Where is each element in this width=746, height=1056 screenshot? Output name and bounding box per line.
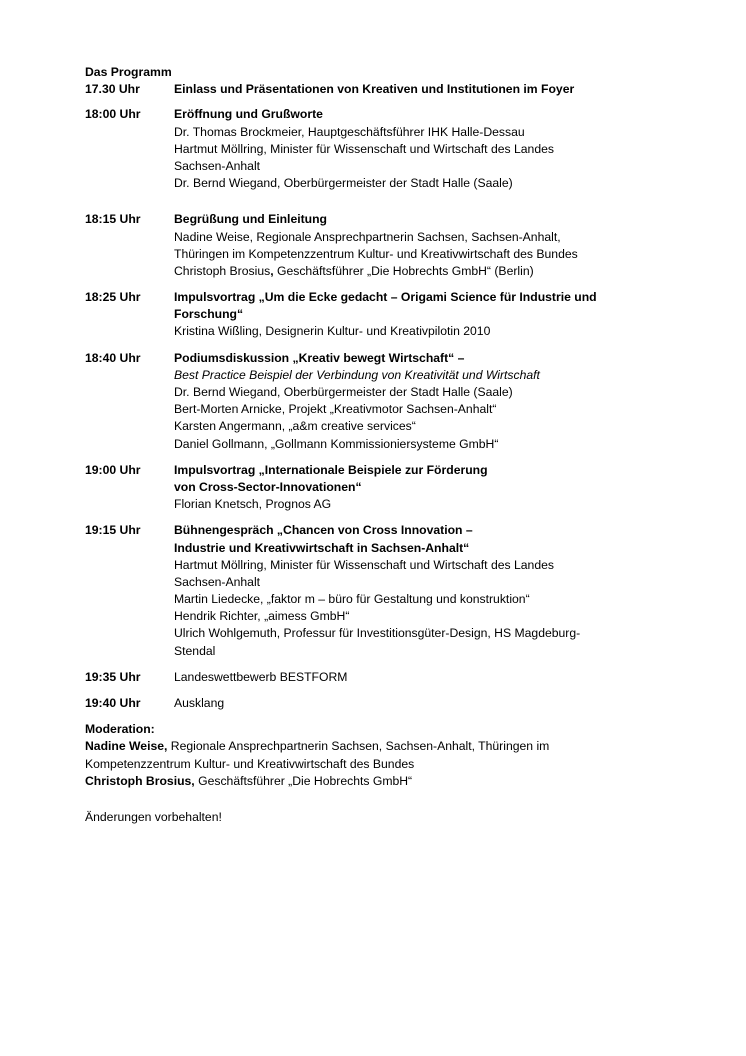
entry-title: Impulsvortrag „Um die Ecke gedacht – Origami Science für Industrie und	[174, 290, 597, 305]
entry-title: Podiumsdiskussion „Kreativ bewegt Wirtschaft“ –	[174, 350, 465, 365]
entry-text: Ausklang	[174, 696, 225, 711]
programme-heading: Das Programm	[85, 65, 172, 79]
entry-speaker: Thüringen im Kompetenzzentrum Kultur- und Kreativwirtschaft des Bundes	[174, 246, 578, 261]
entry-time: 18:15 Uhr	[85, 212, 141, 227]
moderator-role: Regionale Ansprechpartnerin Sachsen, Sachsen-Anhalt, Thüringen im	[167, 739, 550, 754]
moderator-role-continued: Kompetenzzentrum Kultur- und Kreativwirtschaft des Bundes	[85, 756, 415, 771]
entry-speaker	[174, 263, 715, 280]
speaker-comma: ,	[270, 263, 274, 278]
entry-speaker: Dr. Thomas Brockmeier, Hauptgeschäftsführer IHK Halle-Dessau	[174, 124, 525, 139]
programme-entry	[85, 669, 715, 686]
entry-text: Landeswettbewerb BESTFORM	[174, 669, 348, 684]
entry-speaker: Sachsen-Anhalt	[174, 158, 261, 173]
entry-title: Einlass und Präsentationen von Kreativen und Institutionen im Foyer	[174, 82, 575, 97]
entry-title: Begrüßung und Einleitung	[174, 212, 327, 227]
programme-entry	[85, 289, 715, 341]
entry-speaker: Karsten Angermann, „a&m creative services“	[174, 419, 416, 434]
entry-speaker: Kristina Wißling, Designerin Kultur- und Kreativpilotin 2010	[174, 324, 491, 339]
entry-title: Forschung“	[174, 307, 244, 322]
entry-speaker: Martin Liedecke, „faktor m – büro für Gestaltung und konstruktion“	[174, 592, 530, 607]
entry-subtitle: Best Practice Beispiel der Verbindung von Kreativität und Wirtschaft	[174, 367, 540, 382]
programme-entry	[85, 522, 715, 660]
entry-title: Eröffnung und Grußworte	[174, 107, 323, 122]
entry-time: 19:40 Uhr	[85, 696, 141, 711]
entry-speaker: Ulrich Wohlgemuth, Professur für Investitionsgüter-Design, HS Magdeburg-	[174, 626, 581, 641]
entry-speaker: Florian Knetsch, Prognos AG	[174, 497, 332, 512]
moderation-block	[85, 721, 715, 790]
entry-speaker: Nadine Weise, Regionale Ansprechpartnerin Sachsen, Sachsen-Anhalt,	[174, 229, 561, 244]
entry-time: 19:15 Uhr	[85, 523, 141, 538]
entry-title: Bühnengespräch „Chancen von Cross Innovation –	[174, 523, 473, 538]
moderator	[85, 738, 715, 755]
entry-speaker: Hartmut Möllring, Minister für Wissenschaft und Wirtschaft des Landes	[174, 557, 554, 572]
entry-title: Impulsvortrag „Internationale Beispiele zur Förderung	[174, 462, 488, 477]
entry-time: 19:00 Uhr	[85, 462, 141, 477]
moderator-name: Christoph Brosius,	[85, 773, 195, 788]
entry-speaker: Sachsen-Anhalt	[174, 574, 261, 589]
moderation-heading: Moderation:	[85, 722, 155, 737]
programme-entry	[85, 462, 715, 514]
entry-time: 17.30 Uhr	[85, 82, 140, 97]
entry-time: 18:25 Uhr	[85, 290, 141, 305]
entry-title: Industrie und Kreativwirtschaft in Sachsen-Anhalt“	[174, 540, 470, 555]
programme-entry	[85, 106, 715, 192]
entry-title: von Cross-Sector-Innovationen“	[174, 479, 362, 494]
programme-entry	[85, 211, 715, 280]
programme-page	[85, 64, 715, 826]
moderator-name: Nadine Weise,	[85, 739, 168, 754]
entry-speaker: Bert-Morten Arnicke, Projekt „Kreativmotor Sachsen-Anhalt“	[174, 402, 497, 417]
entry-time: 18:00 Uhr	[85, 107, 141, 122]
entry-speaker: Hartmut Möllring, Minister für Wissenschaft und Wirtschaft des Landes	[174, 141, 554, 156]
entry-time: 19:35 Uhr	[85, 669, 141, 684]
change-notice: Änderungen vorbehalten!	[85, 810, 222, 824]
entry-speaker: Dr. Bernd Wiegand, Oberbürgermeister der Stadt Halle (Saale)	[174, 385, 513, 400]
programme-entry	[85, 81, 715, 98]
entry-speaker: Daniel Gollmann, „Gollmann Kommissioniersysteme GmbH“	[174, 436, 499, 451]
programme-entry	[85, 350, 715, 453]
speaker-role: Geschäftsführer „Die Hobrechts GmbH“ (Berlin)	[273, 263, 534, 278]
entry-time: 18:40 Uhr	[85, 350, 141, 365]
speaker-name: Christoph Brosius	[174, 263, 271, 278]
entry-speaker: Hendrik Richter, „aimess GmbH“	[174, 609, 350, 624]
programme-entry	[85, 695, 715, 712]
entry-speaker: Dr. Bernd Wiegand, Oberbürgermeister der Stadt Halle (Saale)	[174, 176, 513, 191]
entry-speaker: Stendal	[174, 643, 216, 658]
moderator-role: Geschäftsführer „Die Hobrechts GmbH“	[194, 773, 413, 788]
moderator	[85, 773, 715, 790]
